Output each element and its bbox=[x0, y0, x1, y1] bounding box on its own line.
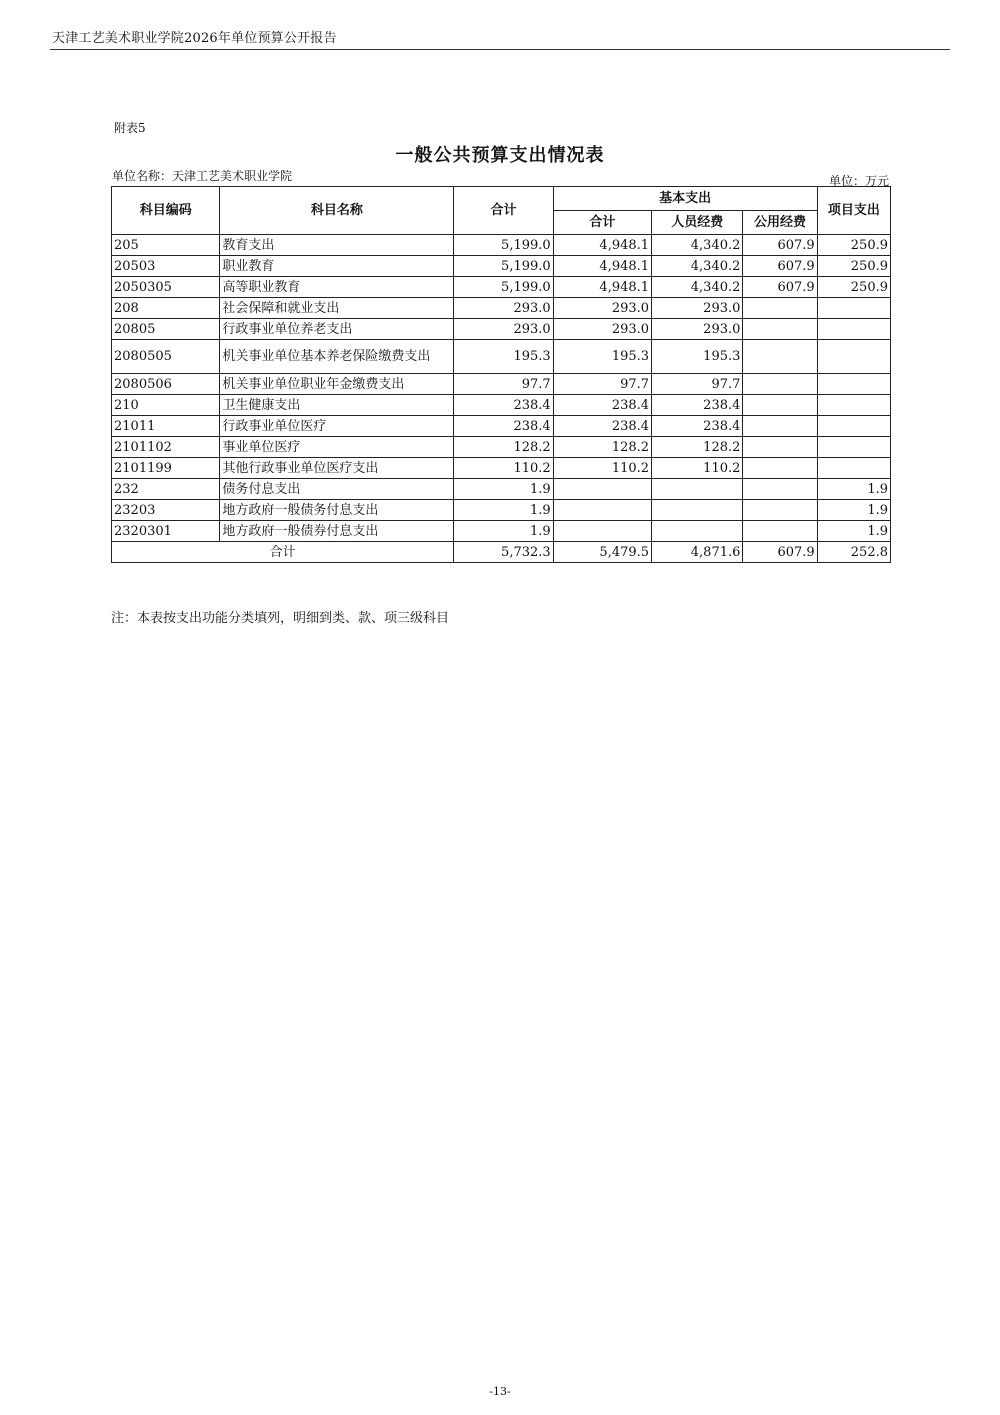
cell-name: 职业教育 bbox=[220, 256, 454, 277]
cell-public bbox=[743, 395, 817, 416]
cell-name: 债务付息支出 bbox=[220, 479, 454, 500]
table-row bbox=[112, 298, 891, 319]
cell-total: 293.0 bbox=[454, 298, 553, 319]
cell-name: 事业单位医疗 bbox=[220, 437, 454, 458]
table-row bbox=[112, 458, 891, 479]
cell-code: 208 bbox=[112, 298, 220, 319]
cell-basic-total: 4,948.1 bbox=[553, 256, 651, 277]
cell-personnel: 293.0 bbox=[652, 319, 743, 340]
cell-code: 2050305 bbox=[112, 277, 220, 298]
cell-total: 5,199.0 bbox=[454, 256, 553, 277]
col-header-total: 合计 bbox=[454, 187, 553, 235]
cell-basic-total bbox=[553, 500, 651, 521]
cell-project: 250.9 bbox=[817, 256, 890, 277]
cell-basic-total: 195.3 bbox=[553, 340, 651, 374]
page-number: -13- bbox=[489, 1385, 511, 1398]
cell-basic-total: 4,948.1 bbox=[553, 277, 651, 298]
table-row bbox=[112, 256, 891, 277]
cell-project: 250.9 bbox=[817, 235, 890, 256]
cell-code: 205 bbox=[112, 235, 220, 256]
table-note: 注：本表按支出功能分类填列，明细到类、款、项三级科目 bbox=[111, 611, 450, 626]
col-header-personnel: 人员经费 bbox=[652, 211, 743, 235]
total-project: 252.8 bbox=[817, 542, 890, 563]
cell-public bbox=[743, 416, 817, 437]
report-header-title: 天津工艺美术职业学院2026年单位预算公开报告 bbox=[52, 31, 337, 46]
cell-personnel: 128.2 bbox=[652, 437, 743, 458]
cell-project bbox=[817, 374, 890, 395]
cell-name: 教育支出 bbox=[220, 235, 454, 256]
cell-name: 地方政府一般债券付息支出 bbox=[220, 521, 454, 542]
cell-public bbox=[743, 458, 817, 479]
cell-project: 1.9 bbox=[817, 521, 890, 542]
cell-total: 110.2 bbox=[454, 458, 553, 479]
cell-total: 1.9 bbox=[454, 479, 553, 500]
cell-code: 20805 bbox=[112, 319, 220, 340]
cell-project: 1.9 bbox=[817, 479, 890, 500]
cell-basic-total bbox=[553, 521, 651, 542]
cell-personnel: 293.0 bbox=[652, 298, 743, 319]
cell-total: 1.9 bbox=[454, 500, 553, 521]
cell-public bbox=[743, 521, 817, 542]
table-row bbox=[112, 319, 891, 340]
total-personnel: 4,871.6 bbox=[652, 542, 743, 563]
col-header-code: 科目编码 bbox=[112, 187, 220, 235]
cell-public: 607.9 bbox=[743, 277, 817, 298]
table-row bbox=[112, 395, 891, 416]
cell-code: 21011 bbox=[112, 416, 220, 437]
cell-basic-total: 97.7 bbox=[553, 374, 651, 395]
cell-personnel: 110.2 bbox=[652, 458, 743, 479]
cell-basic-total: 128.2 bbox=[553, 437, 651, 458]
cell-code: 232 bbox=[112, 479, 220, 500]
cell-public bbox=[743, 340, 817, 374]
cell-name: 其他行政事业单位医疗支出 bbox=[220, 458, 454, 479]
cell-project bbox=[817, 416, 890, 437]
cell-personnel: 4,340.2 bbox=[652, 256, 743, 277]
cell-total: 195.3 bbox=[454, 340, 553, 374]
cell-personnel bbox=[652, 479, 743, 500]
unit-label: 单位：万元 bbox=[828, 174, 889, 188]
table-row bbox=[112, 500, 891, 521]
header-divider bbox=[50, 49, 950, 50]
table-row bbox=[112, 374, 891, 395]
cell-project: 1.9 bbox=[817, 500, 890, 521]
col-header-public: 公用经费 bbox=[743, 211, 817, 235]
cell-name: 高等职业教育 bbox=[220, 277, 454, 298]
table-row bbox=[112, 479, 891, 500]
appendix-label: 附表5 bbox=[114, 121, 146, 135]
cell-personnel: 4,340.2 bbox=[652, 277, 743, 298]
cell-name: 地方政府一般债务付息支出 bbox=[220, 500, 454, 521]
cell-basic-total bbox=[553, 479, 651, 500]
col-header-name: 科目名称 bbox=[220, 187, 454, 235]
cell-basic-total: 110.2 bbox=[553, 458, 651, 479]
table-row bbox=[112, 521, 891, 542]
cell-public bbox=[743, 319, 817, 340]
cell-project bbox=[817, 340, 890, 374]
cell-personnel: 238.4 bbox=[652, 416, 743, 437]
total-total: 5,732.3 bbox=[454, 542, 553, 563]
total-public: 607.9 bbox=[743, 542, 817, 563]
cell-total: 1.9 bbox=[454, 521, 553, 542]
cell-public bbox=[743, 500, 817, 521]
table-row bbox=[112, 340, 891, 374]
cell-code: 2101199 bbox=[112, 458, 220, 479]
cell-basic-total: 4,948.1 bbox=[553, 235, 651, 256]
total-row-label: 合计 bbox=[112, 542, 454, 563]
table-row bbox=[112, 437, 891, 458]
cell-personnel: 238.4 bbox=[652, 395, 743, 416]
col-header-project: 项目支出 bbox=[817, 187, 890, 235]
cell-project bbox=[817, 458, 890, 479]
cell-basic-total: 238.4 bbox=[553, 395, 651, 416]
unit-name: 单位名称：天津工艺美术职业学院 bbox=[112, 169, 293, 183]
cell-personnel bbox=[652, 500, 743, 521]
cell-personnel bbox=[652, 521, 743, 542]
cell-project: 250.9 bbox=[817, 277, 890, 298]
cell-name: 机关事业单位职业年金缴费支出 bbox=[220, 374, 454, 395]
cell-code: 2101102 bbox=[112, 437, 220, 458]
cell-basic-total: 293.0 bbox=[553, 319, 651, 340]
cell-total: 5,199.0 bbox=[454, 235, 553, 256]
cell-name: 卫生健康支出 bbox=[220, 395, 454, 416]
cell-public bbox=[743, 374, 817, 395]
cell-public bbox=[743, 479, 817, 500]
col-header-basic-total: 合计 bbox=[553, 211, 651, 235]
cell-personnel: 4,340.2 bbox=[652, 235, 743, 256]
cell-total: 5,199.0 bbox=[454, 277, 553, 298]
cell-public bbox=[743, 437, 817, 458]
cell-total: 293.0 bbox=[454, 319, 553, 340]
table-row bbox=[112, 235, 891, 256]
cell-code: 23203 bbox=[112, 500, 220, 521]
cell-name: 机关事业单位基本养老保险缴费支出 bbox=[220, 340, 454, 374]
expenditure-table bbox=[111, 186, 891, 563]
cell-code: 210 bbox=[112, 395, 220, 416]
table-row bbox=[112, 416, 891, 437]
cell-total: 238.4 bbox=[454, 395, 553, 416]
cell-personnel: 195.3 bbox=[652, 340, 743, 374]
cell-total: 238.4 bbox=[454, 416, 553, 437]
cell-total: 128.2 bbox=[454, 437, 553, 458]
cell-name: 社会保障和就业支出 bbox=[220, 298, 454, 319]
total-basic-total: 5,479.5 bbox=[553, 542, 651, 563]
cell-code: 20503 bbox=[112, 256, 220, 277]
total-row bbox=[112, 542, 891, 563]
cell-total: 97.7 bbox=[454, 374, 553, 395]
cell-basic-total: 293.0 bbox=[553, 298, 651, 319]
cell-project bbox=[817, 319, 890, 340]
cell-basic-total: 238.4 bbox=[553, 416, 651, 437]
cell-public: 607.9 bbox=[743, 256, 817, 277]
cell-project bbox=[817, 395, 890, 416]
cell-public: 607.9 bbox=[743, 235, 817, 256]
cell-name: 行政事业单位医疗 bbox=[220, 416, 454, 437]
cell-code: 2080506 bbox=[112, 374, 220, 395]
cell-project bbox=[817, 298, 890, 319]
table-row bbox=[112, 277, 891, 298]
table-title: 一般公共预算支出情况表 bbox=[395, 145, 605, 166]
cell-name: 行政事业单位养老支出 bbox=[220, 319, 454, 340]
cell-public bbox=[743, 298, 817, 319]
cell-code: 2080505 bbox=[112, 340, 220, 374]
cell-personnel: 97.7 bbox=[652, 374, 743, 395]
table-body bbox=[112, 235, 891, 563]
col-header-basic: 基本支出 bbox=[553, 187, 817, 211]
cell-code: 2320301 bbox=[112, 521, 220, 542]
cell-project bbox=[817, 437, 890, 458]
header-row-1 bbox=[112, 187, 891, 211]
